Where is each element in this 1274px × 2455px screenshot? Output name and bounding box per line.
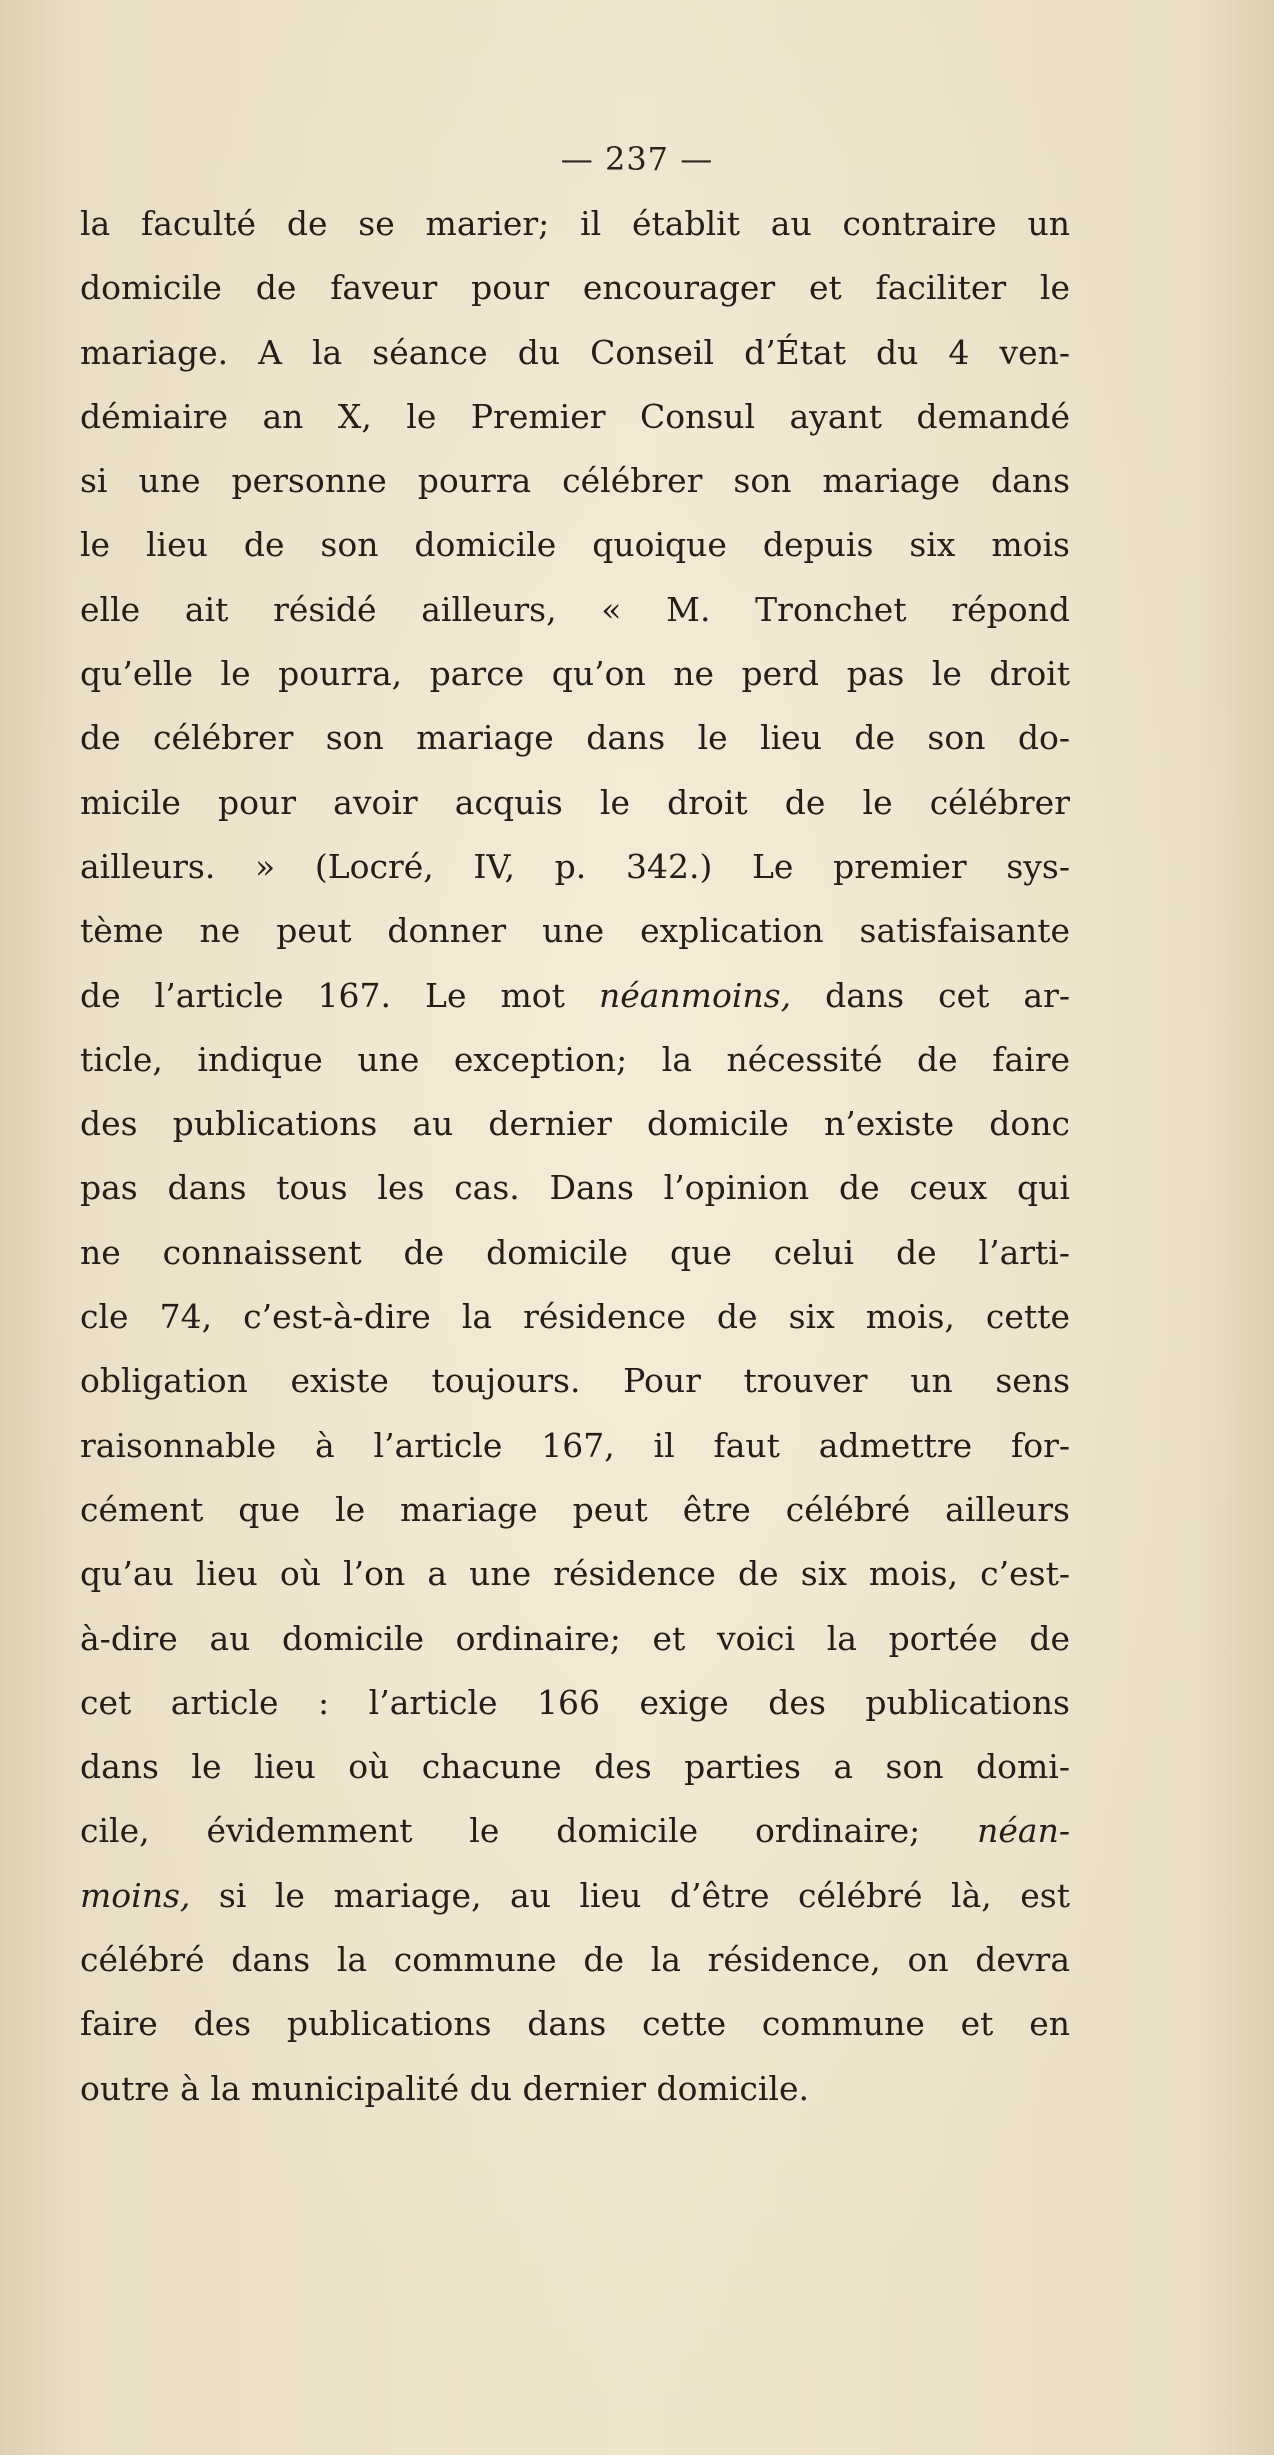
italic-word: néan-: [977, 1811, 1070, 1851]
text-run: dans cet ar-: [791, 975, 1070, 1015]
page-number: — 237 —: [560, 140, 714, 178]
text-line: micile pour avoir acquis le droit de le célébrer: [80, 782, 1070, 822]
text-line: qu’au lieu où l’on a une résidence de six mois, c’est-: [80, 1554, 1070, 1594]
text-line: faire des publications dans cette commune et en: [80, 2004, 1070, 2044]
text-line: démiaire an X, le Premier Consul ayant demandé: [80, 396, 1070, 436]
text-line: domicile de faveur pour encourager et faciliter le: [80, 268, 1070, 308]
text-line: elle ait résidé ailleurs, « M. Tronchet répond: [80, 589, 1070, 629]
text-line: ailleurs. » (Locré, IV, p. 342.) Le premier sys-: [80, 846, 1070, 886]
text-run: si le mariage, au lieu d’être célébré là, est: [190, 1875, 1070, 1915]
text-line: cet article : l’article 166 exige des publications: [80, 1682, 1070, 1722]
text-line: cle 74, c’est-à-dire la résidence de six mois, cette: [80, 1297, 1070, 1337]
body-text: [80, 192, 1070, 2121]
text-line: obligation existe toujours. Pour trouver un sens: [80, 1361, 1070, 1401]
text-line: dans le lieu où chacune des parties a son domi-: [80, 1747, 1070, 1787]
text-line: si une personne pourra célébrer son mariage dans: [80, 461, 1070, 501]
text-line: mariage. A la séance du Conseil d’État du 4 ven-: [80, 332, 1070, 372]
text-line: tème ne peut donner une explication satisfaisante: [80, 911, 1070, 951]
text-line: qu’elle le pourra, parce qu’on ne perd pas le droit: [80, 654, 1070, 694]
text-line: à-dire au domicile ordinaire; et voici la portée de: [80, 1618, 1070, 1658]
text-line: pas dans tous les cas. Dans l’opinion de ceux qui: [80, 1168, 1070, 1208]
text-line: de célébrer son mariage dans le lieu de son do-: [80, 718, 1070, 758]
text-line: [80, 1864, 1070, 1928]
text-line: ticle, indique une exception; la nécessité de faire: [80, 1039, 1070, 1079]
italic-word: néanmoins,: [598, 975, 792, 1015]
text-run: cile, évidemment le domicile ordinaire;: [80, 1811, 978, 1851]
text-line: des publications au dernier domicile n’existe donc: [80, 1104, 1070, 1144]
text-line: outre à la municipalité du dernier domicile.: [80, 2068, 809, 2108]
text-line: cément que le mariage peut être célébré ailleurs: [80, 1489, 1070, 1529]
text-line: [80, 964, 1070, 1028]
text-line: ne connaissent de domicile que celui de l’arti-: [80, 1232, 1070, 1272]
text-line: raisonnable à l’article 167, il faut admettre for-: [80, 1425, 1070, 1465]
italic-word: moins,: [80, 1875, 191, 1915]
text-line: la faculté de se marier; il établit au contraire un: [80, 204, 1070, 243]
text-line: le lieu de son domicile quoique depuis six mois: [80, 525, 1070, 565]
text-line: célébré dans la commune de la résidence, on devra: [80, 1940, 1070, 1980]
text-run: de l’article 167. Le mot: [80, 975, 599, 1015]
text-line: [80, 1799, 1070, 1863]
